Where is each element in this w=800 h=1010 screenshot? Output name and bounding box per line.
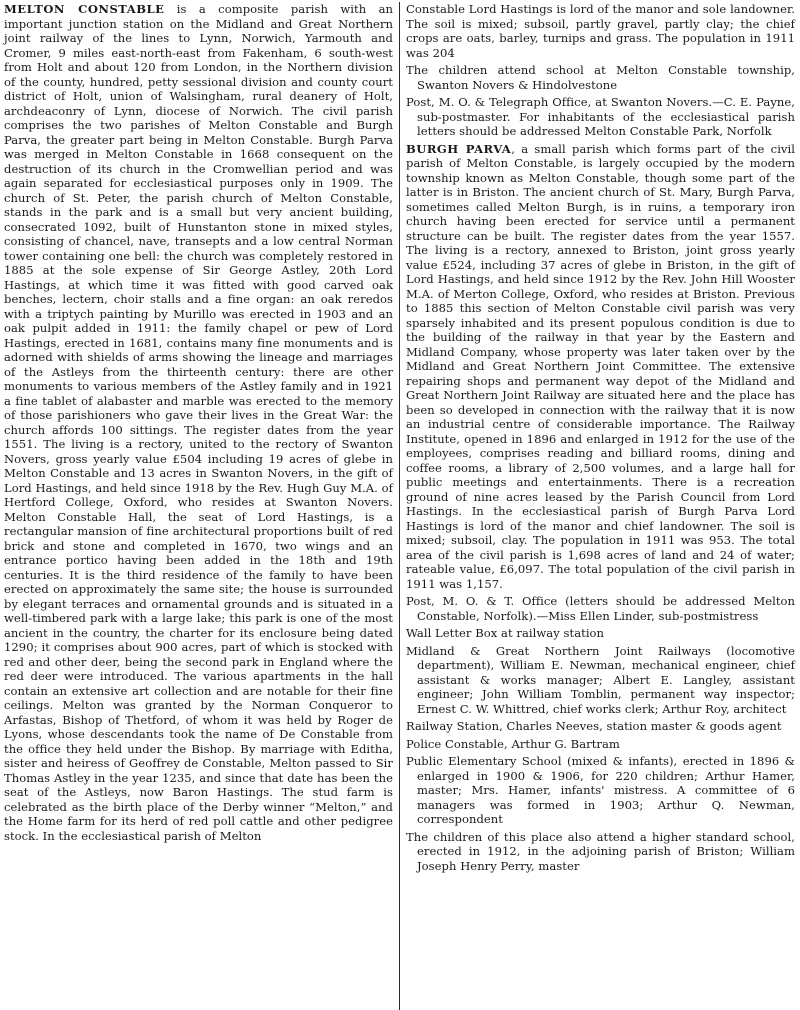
melton-constable-heading: MELTON CONSTABLE <box>4 2 165 16</box>
railways-entry: Midland & Great Northern Joint Railways (locomotive department), William E. Newman, mechanical engineer, chief assistant & works manager; Albert E. Langley, assistant engineer; John William Tomblin, permanent way inspector; Ernest C. W. Whittred, chief works clerk; Arthur Roy, architect <box>406 643 795 716</box>
melton-constable-text: is a composite parish with an important junction station on the Midland and Great Northern joint railway of the lines to Lynn, Norwich, Yarmouth and Cromer, 9 miles east-north-east from Fakenham, 6 south-west from Holt and about 120 from London, in the Northern division of the county, hundred, petty sessional division and county court district of Holt, union of Walsingham, rural deanery of Holt, archdeaconry of Lynn, diocese of Norwich. The civil parish comprises the two parishes of Melton Constable and Burgh Parva, the greater part being in Melton Constable. Burgh Parva was merged in Melton Constable in 1668 consequent on the destruction of its church in the Cromwellian period and was again separated for ecclesiastical purposes only in 1909. The church of St. Peter, the parish church of Melton Constable, stands in the park and is a small but very ancient building, consecrated 1092, built of Hunstanton stone in mixed styles, consisting of chancel, nave, transepts and a low central Norman tower containing one bell: the church was completely restored in 1885 at the sole expense of Sir George Astley, 20th Lord Hastings, at which time it was fitted with good carved oak benches, lectern, choir stalls and a fine organ: an oak reredos with a triptych painting by Murillo was erected in 1903 and an oak pulpit added in 1911: the family chapel or pew of Lord Hastings, erected in 1681, contains many fine monuments and is adorned with shields of arms showing the lineage and marriages of the Astleys from the thirteenth century: there are other monuments to various members of the Astley family and in 1921 a fine tablet of alabaster and marble was erected to the memory of those parishioners who gave their lives in the Great War: the church affords 100 sittings. The register dates from the year 1551. The living is a rectory, united to the rectory of Swanton Novers, gross yearly value £504 including 19 acres of glebe in Melton Constable and 13 acres in Swanton Novers, in the gift of Lord Hastings, and held since 1918 by the Rev. Hugh Guy M.A. of Hertford College, Oxford, who resides at Swanton Novers. Melton Constable Hall, the seat of Lord Hastings, is a rectangular mansion of fine architectural proportions built of red brick and stone and completed in 1670, two wings and an entrance portico having been added in the 18th and 19th centuries. It is the third residence of the family to have been erected on approximately the same site; the house is surrounded by elegant terraces and ornamental grounds and is situated in a well-timbered park with a large lake; this park is one of the most ancient in the country, the charter for its enclosure being dated 1290; it comprises about 900 acres, part of which is stocked with red and other deer, being the second park in England where the red deer were introduced. The various apartments in the hall contain an extensive art collection and are notable for their fine ceilings. Melton was granted by the Norman Conqueror to Arfastas, Bishop of Thetford, of whom it was held by Roger de Lyons, whose descendants took the name of De Constable from the office they held under the Bishop. By marriage with Editha, sister and heiress of Geoffrey de Constable, Melton passed to Sir Thomas Astley in the year 1235, and since that date has been the seat of the Astleys, now Baron Hastings. The stud farm is celebrated as the birth place of the Derby winner “Melton,” and the Home farm for its herd of red poll cattle and other pedigree stock. In the ecclesiastical parish of Melton <box>4 2 393 843</box>
railway-station-entry: Railway Station, Charles Neeves, station master & goods agent <box>406 719 782 733</box>
letter-box-entry: Wall Letter Box at railway station <box>406 626 605 640</box>
burgh-parva-text: , a small parish which forms part of the civil parish of Melton Constable, is largely occupied by the modern township known as Melton Constable, though some part of the latter is in Briston. The ancient church of St. Mary, Burgh Parva, sometimes called Melton Burgh, is in ruins, a temporary iron church having been erected for service until a permanent structure can be built. The register dates from the year 1557. The living is a rectory, annexed to Briston, joint gross yearly value £524, including 37 acres of glebe in Briston, in the gift of Lord Hastings, and held since 1912 by the Rev. John Hill Wooster M.A. of Merton College, Oxford, who resides at Briston. Previous to 1885 this section of Melton Constable civil parish was very sparsely inhabited and its present populous condition is due to the building of the railway in that year by the Eastern and Midland Company, whose property was later taken over by the Midland and Great Northern Joint Committee. The extensive repairing shops and permanent way depot of the Midland and Great Northern Joint Railway are situated here and the place has been so developed in connection with the railway that it is now an industrial centre of considerable importance. The Railway Institute, opened in 1896 and enlarged in 1912 for the use of the employees, comprises reading and billiard rooms, dining and coffee rooms, a library of 2,500 volumes, and a large hall for public meetings and entertainments. There is a recreation ground of nine acres leased by the Parish Council from Lord Hastings. In the ecclesiastical parish of Burgh Parva Lord Hastings is lord of the manor and chief landowner. The soil is mixed; subsoil, clay. The population in 1911 was 953. The total area of the civil parish is 1,698 acres of land and 24 of water; rateable value, £6,097. The total population of the civil parish in 1911 was 1,157. <box>406 141 795 591</box>
melton-constable-entry <box>4 2 393 843</box>
higher-school-entry: The children of this place also attend a higher standard school, erected in 1912, in the adjoining parish of Briston; William Joseph Henry Perry, master <box>406 829 795 873</box>
burgh-parva-entry <box>406 142 795 592</box>
police-entry: Police Constable, Arthur G. Bartram <box>406 736 620 751</box>
post-mo-office-entry: Post, M. O. & T. Office (letters should be addressed Melton Constable, Norfolk).—Miss Ellen Linder, sub-postmistress <box>406 594 795 623</box>
parish-continuation: Constable Lord Hastings is lord of the manor and sole landowner. The soil is mixed; subsoil, partly gravel, partly clay; the chief crops are oats, barley, turnips and grass. The population in 1911 was 204 <box>406 2 795 60</box>
post-office-entry: Post, M. O. & Telegraph Office, at Swanton Novers.—C. E. Payne, sub-postmaster. For inhabitants of the ecclesiastical parish letters should be addressed Melton Constable Park, Norfolk <box>406 95 795 138</box>
school-entry: Public Elementary School (mixed & infants), erected in 1896 & enlarged in 1900 & 1906, for 220 children; Arthur Hamer, master; Mrs. Hamer, infants' mistress. A committee of 6 managers was formed in 1903; Arthur Q. Newman, correspondent <box>406 754 795 826</box>
right-column <box>400 2 795 1010</box>
left-column <box>4 2 399 1010</box>
burgh-parva-heading: BURGH PARVA <box>406 141 512 156</box>
school-note: The children attend school at Melton Constable township, Swanton Novers & Hindolvestone <box>406 63 795 92</box>
